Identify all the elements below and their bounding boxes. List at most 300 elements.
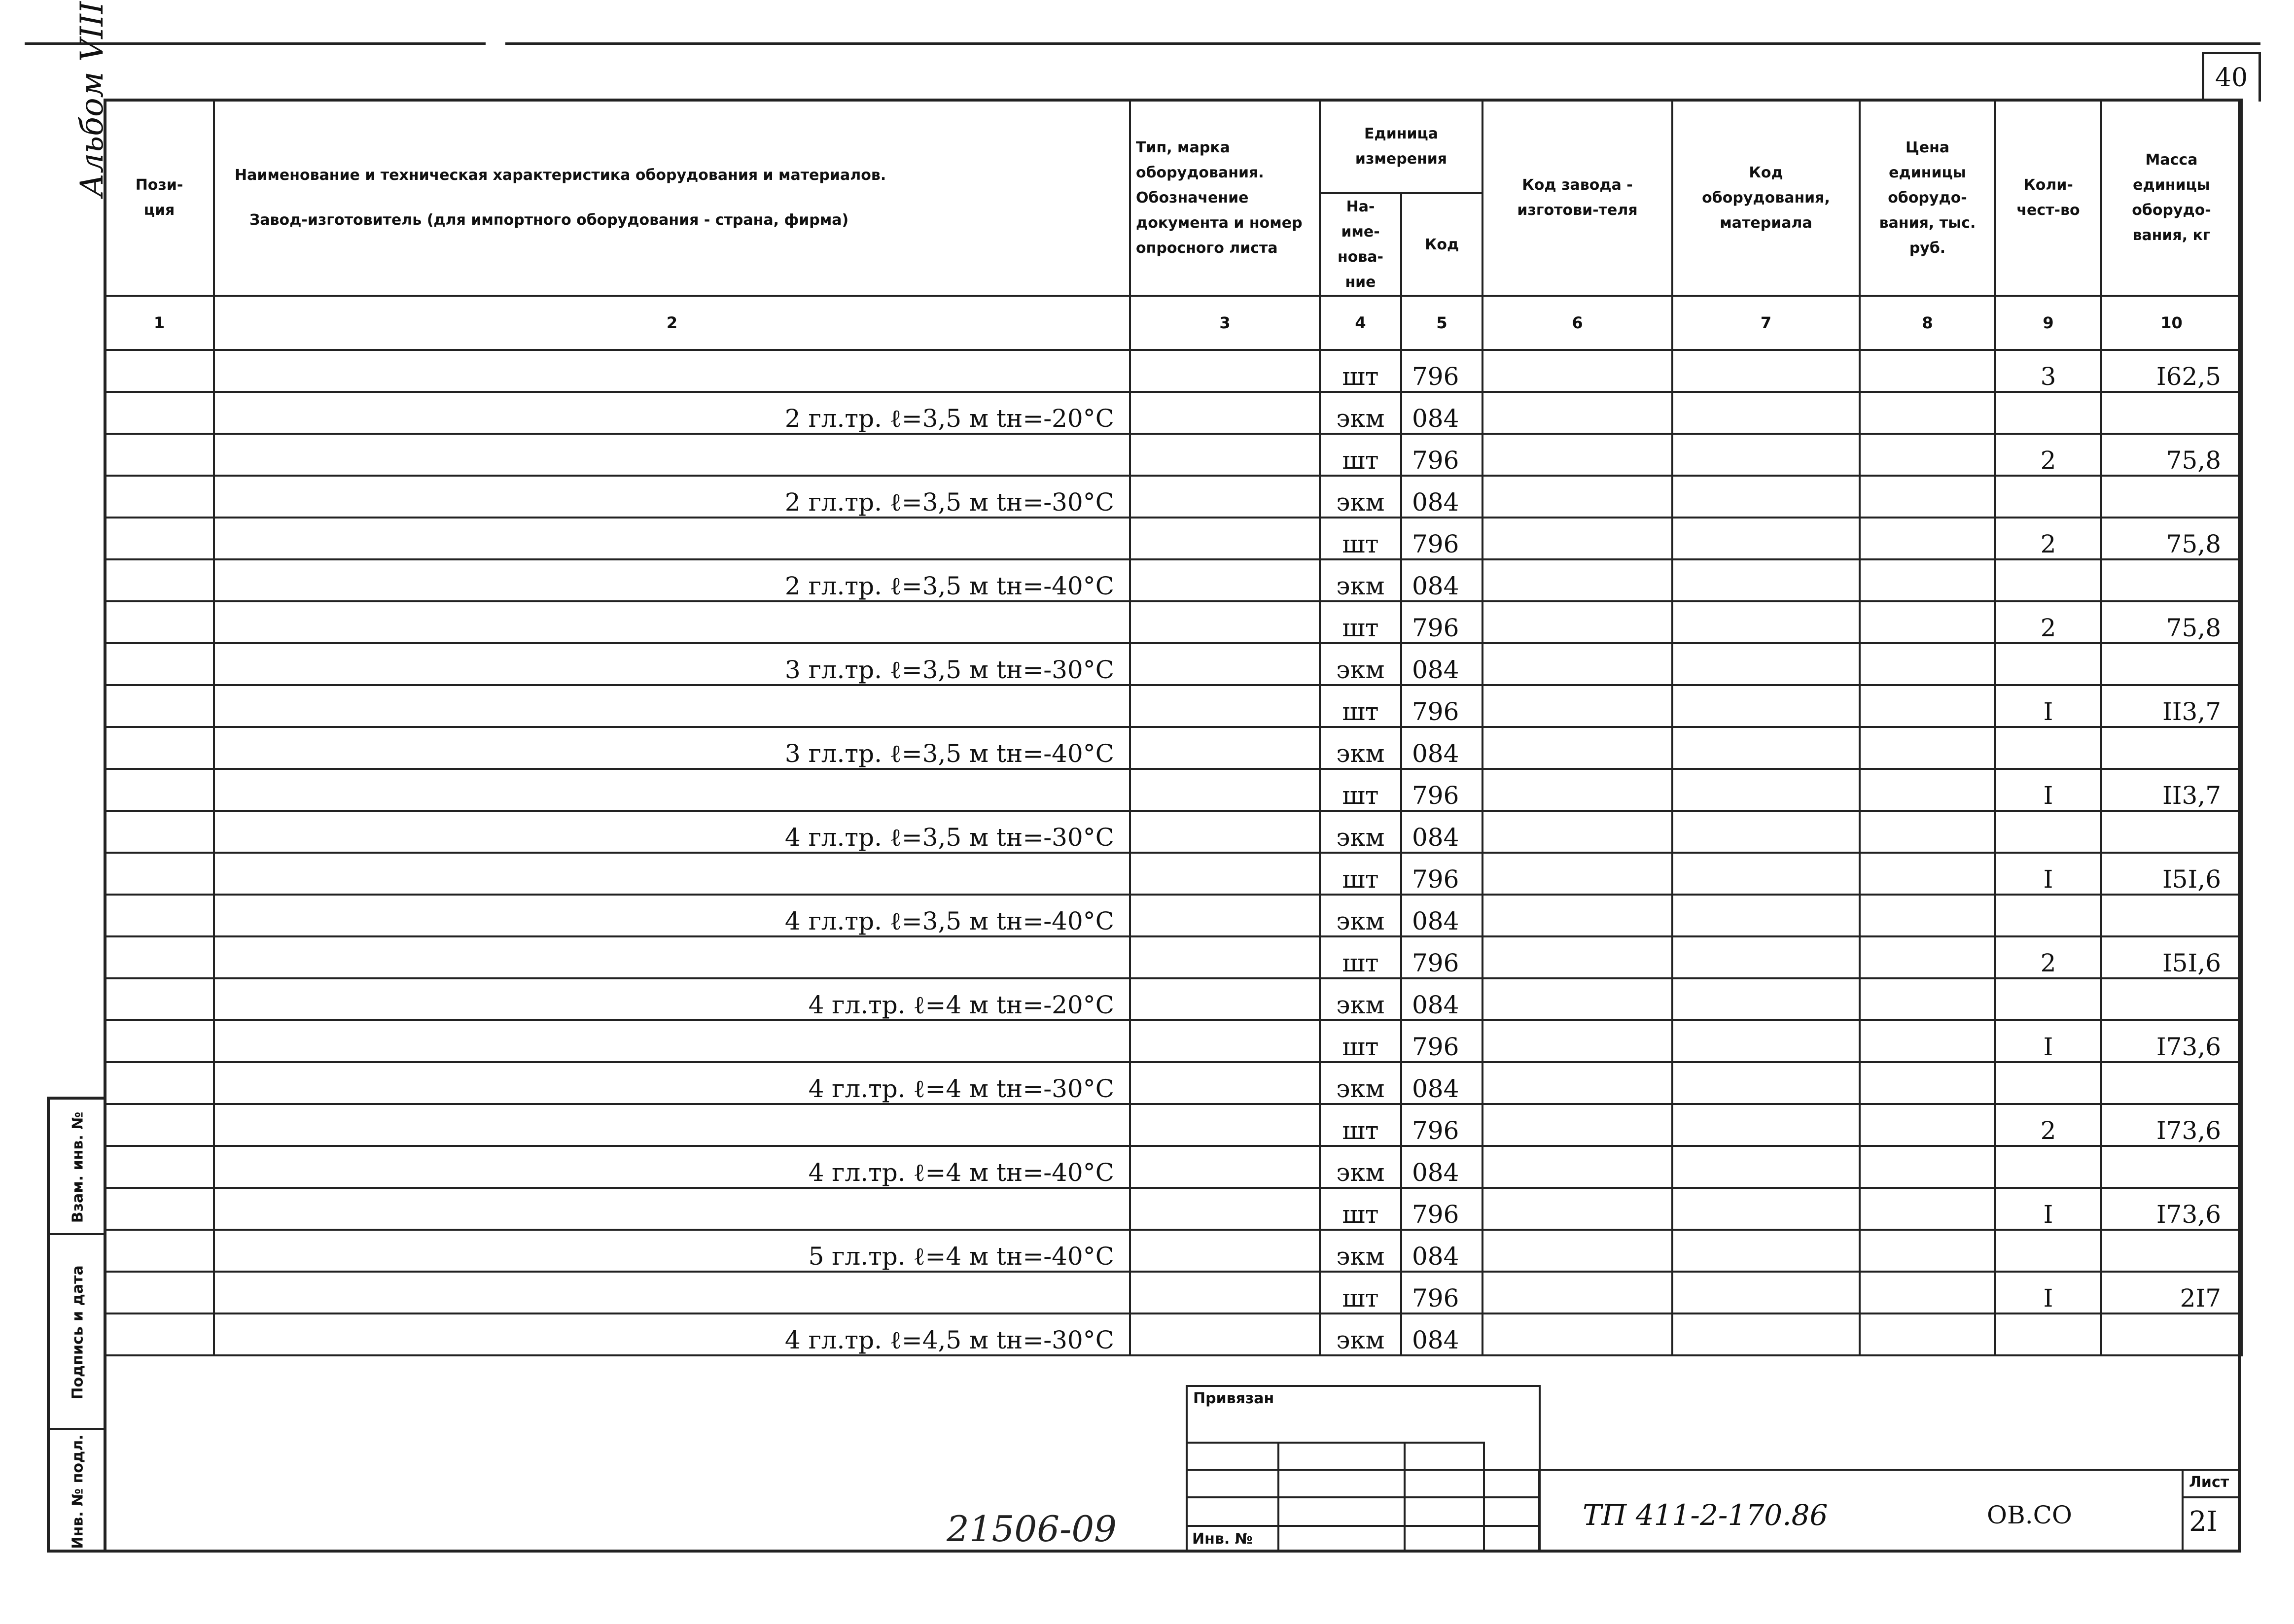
quantity-cell <box>1995 978 2101 1020</box>
factory-code-cell <box>1482 350 1672 392</box>
column-number: 7 <box>1672 296 1860 350</box>
col-header-factory-code: Код завода - изготови-теля <box>1482 100 1672 296</box>
price-cell <box>1860 643 1995 685</box>
unit-code-cell: 796 <box>1401 1272 1482 1313</box>
price-cell <box>1860 978 1995 1020</box>
mass-cell <box>2101 811 2242 853</box>
price-cell <box>1860 559 1995 601</box>
inv-no-label: Инв. № <box>1192 1530 1253 1548</box>
position-cell <box>105 685 214 727</box>
equipment-code-cell <box>1672 643 1860 685</box>
name-cell: 4 гл.тр. ℓ=4 м tн=-40°C <box>214 1146 1130 1188</box>
quantity-cell: I <box>1995 685 2101 727</box>
name-cell: 3 гл.тр. ℓ=3,5 м tн=-30°C <box>214 643 1130 685</box>
col-header-unit-code: Код <box>1401 193 1482 296</box>
name-cell: 5 гл.тр. ℓ=4 м tн=-40°C <box>214 1230 1130 1272</box>
type-cell <box>1130 350 1320 392</box>
unit-code-cell: 796 <box>1401 685 1482 727</box>
price-cell <box>1860 1104 1995 1146</box>
factory-code-cell <box>1482 1020 1672 1062</box>
mass-cell <box>2101 1313 2242 1355</box>
table-row <box>105 853 2242 895</box>
factory-code-cell <box>1482 476 1672 518</box>
quantity-cell <box>1995 643 2101 685</box>
quantity-cell: I <box>1995 1188 2101 1230</box>
name-cell <box>214 434 1130 476</box>
factory-code-cell <box>1482 1230 1672 1272</box>
unit-name-cell: экм <box>1320 895 1401 936</box>
position-cell <box>105 811 214 853</box>
quantity-cell: 2 <box>1995 434 2101 476</box>
quantity-cell <box>1995 1313 2101 1355</box>
type-cell <box>1130 1062 1320 1104</box>
podpis-label: Подпись и дата <box>69 1265 87 1400</box>
position-cell <box>105 978 214 1020</box>
type-cell <box>1130 895 1320 936</box>
name-cell <box>214 1020 1130 1062</box>
unit-name-cell: шт <box>1320 350 1401 392</box>
quantity-cell <box>1995 559 2101 601</box>
table-row <box>105 1020 2242 1062</box>
mass-cell <box>2101 476 2242 518</box>
name-cell: 2 гл.тр. ℓ=3,5 м tн=-40°C <box>214 559 1130 601</box>
unit-name-cell: экм <box>1320 1062 1401 1104</box>
name-cell: 2 гл.тр. ℓ=3,5 м tн=-20°C <box>214 392 1130 434</box>
unit-name-cell: экм <box>1320 1313 1401 1355</box>
unit-name-cell: шт <box>1320 434 1401 476</box>
unit-name-cell: шт <box>1320 853 1401 895</box>
mass-cell <box>2101 895 2242 936</box>
type-cell <box>1130 434 1320 476</box>
mass-cell: I73,6 <box>2101 1020 2242 1062</box>
name-cell <box>214 769 1130 811</box>
type-cell <box>1130 978 1320 1020</box>
type-cell <box>1130 559 1320 601</box>
equipment-code-cell <box>1672 769 1860 811</box>
position-cell <box>105 936 214 978</box>
type-cell <box>1130 1146 1320 1188</box>
table-row <box>105 811 2242 853</box>
top-rule-right <box>505 42 2260 45</box>
col-header-name-line1: Наименование и техническая характеристика оборудования и материалов. <box>235 167 886 184</box>
factory-code-cell <box>1482 1272 1672 1313</box>
equipment-code-cell <box>1672 978 1860 1020</box>
quantity-cell <box>1995 895 2101 936</box>
type-cell <box>1130 392 1320 434</box>
unit-code-cell: 084 <box>1401 476 1482 518</box>
position-cell <box>105 1062 214 1104</box>
price-cell <box>1860 1313 1995 1355</box>
equipment-code-cell <box>1672 434 1860 476</box>
position-cell <box>105 559 214 601</box>
table-row <box>105 643 2242 685</box>
type-cell <box>1130 853 1320 895</box>
mass-cell: 75,8 <box>2101 434 2242 476</box>
price-cell <box>1860 476 1995 518</box>
position-cell <box>105 434 214 476</box>
table-row <box>105 1188 2242 1230</box>
mass-cell <box>2101 559 2242 601</box>
table-row <box>105 895 2242 936</box>
unit-name-cell: шт <box>1320 769 1401 811</box>
unit-name-cell: шт <box>1320 685 1401 727</box>
table-row <box>105 476 2242 518</box>
mass-cell: I5I,6 <box>2101 853 2242 895</box>
quantity-cell: 2 <box>1995 518 2101 559</box>
quantity-cell: I <box>1995 853 2101 895</box>
factory-code-cell <box>1482 769 1672 811</box>
column-number: 8 <box>1860 296 1995 350</box>
position-cell <box>105 853 214 895</box>
stamp-cell <box>1186 1496 1541 1527</box>
col-header-price: Цена единицы оборудо-вания, тыс. руб. <box>1860 100 1995 296</box>
equipment-code-cell <box>1672 1272 1860 1313</box>
col-header-equipment-code: Код оборудования, материала <box>1672 100 1860 296</box>
equipment-code-cell <box>1672 392 1860 434</box>
equipment-code-cell <box>1672 853 1860 895</box>
table-row <box>105 769 2242 811</box>
unit-code-cell: 084 <box>1401 1146 1482 1188</box>
table-row <box>105 1104 2242 1146</box>
position-cell <box>105 350 214 392</box>
type-cell <box>1130 1230 1320 1272</box>
col-header-unit-group: Единица измерения <box>1320 100 1482 193</box>
inv-podl-label: Инв. № подл. <box>69 1434 87 1549</box>
factory-code-cell <box>1482 685 1672 727</box>
name-cell: 4 гл.тр. ℓ=4 м tн=-20°C <box>214 978 1130 1020</box>
quantity-cell <box>1995 1146 2101 1188</box>
factory-code-cell <box>1482 518 1672 559</box>
position-cell <box>105 895 214 936</box>
column-number: 6 <box>1482 296 1672 350</box>
name-cell: 4 гл.тр. ℓ=3,5 м tн=-40°C <box>214 895 1130 936</box>
type-cell <box>1130 936 1320 978</box>
column-number: 10 <box>2101 296 2242 350</box>
factory-code-cell <box>1482 434 1672 476</box>
type-cell <box>1130 1313 1320 1355</box>
mass-cell: I5I,6 <box>2101 936 2242 978</box>
equipment-code-cell <box>1672 1104 1860 1146</box>
type-cell <box>1130 518 1320 559</box>
position-cell <box>105 392 214 434</box>
name-cell: 4 гл.тр. ℓ=3,5 м tн=-30°C <box>214 811 1130 853</box>
unit-code-cell: 084 <box>1401 392 1482 434</box>
equipment-code-cell <box>1672 476 1860 518</box>
price-cell <box>1860 1020 1995 1062</box>
doc-code: ТП 411-2-170.86 <box>1583 1498 1828 1532</box>
header-row <box>105 100 2242 193</box>
position-cell <box>105 727 214 769</box>
unit-code-cell: 084 <box>1401 643 1482 685</box>
name-cell <box>214 350 1130 392</box>
quantity-cell <box>1995 392 2101 434</box>
position-cell <box>105 1272 214 1313</box>
equipment-code-cell <box>1672 601 1860 643</box>
mass-cell: 75,8 <box>2101 601 2242 643</box>
equipment-code-cell <box>1672 727 1860 769</box>
unit-name-cell: шт <box>1320 601 1401 643</box>
unit-code-cell: 796 <box>1401 350 1482 392</box>
unit-code-cell: 084 <box>1401 1062 1482 1104</box>
col-header-unit-name: На-име-нова-ние <box>1320 193 1401 296</box>
table-row <box>105 434 2242 476</box>
factory-code-cell <box>1482 559 1672 601</box>
mass-cell <box>2101 392 2242 434</box>
equipment-code-cell <box>1672 350 1860 392</box>
unit-name-cell: экм <box>1320 1146 1401 1188</box>
unit-name-cell: экм <box>1320 811 1401 853</box>
factory-code-cell <box>1482 978 1672 1020</box>
name-cell <box>214 685 1130 727</box>
position-cell <box>105 1146 214 1188</box>
quantity-cell: I <box>1995 1020 2101 1062</box>
equipment-code-cell <box>1672 1230 1860 1272</box>
sheet-number: 40 <box>2202 52 2261 102</box>
album-label: Альбом VIII <box>74 1 110 197</box>
col-header-mass: Масса единицы оборудо-вания, кг <box>2101 100 2242 296</box>
equipment-code-cell <box>1672 559 1860 601</box>
factory-code-cell <box>1482 1146 1672 1188</box>
type-cell <box>1130 685 1320 727</box>
unit-name-cell: шт <box>1320 936 1401 978</box>
quantity-cell: 3 <box>1995 350 2101 392</box>
table-row <box>105 978 2242 1020</box>
factory-code-cell <box>1482 727 1672 769</box>
table-row <box>105 1313 2242 1355</box>
unit-code-cell: 796 <box>1401 769 1482 811</box>
inv-vzam-label: Взам. инв. № <box>69 1111 87 1223</box>
column-number: 4 <box>1320 296 1401 350</box>
price-cell <box>1860 601 1995 643</box>
quantity-cell <box>1995 1230 2101 1272</box>
price-cell <box>1860 769 1995 811</box>
factory-code-cell <box>1482 643 1672 685</box>
price-cell <box>1860 1230 1995 1272</box>
equipment-code-cell <box>1672 1188 1860 1230</box>
position-cell <box>105 476 214 518</box>
price-cell <box>1860 853 1995 895</box>
mass-cell <box>2101 978 2242 1020</box>
quantity-cell: 2 <box>1995 1104 2101 1146</box>
name-cell: 3 гл.тр. ℓ=3,5 м tн=-40°C <box>214 727 1130 769</box>
table-row <box>105 350 2242 392</box>
unit-code-cell: 084 <box>1401 727 1482 769</box>
unit-name-cell: шт <box>1320 1104 1401 1146</box>
equipment-code-cell <box>1672 1146 1860 1188</box>
price-cell <box>1860 518 1995 559</box>
price-cell <box>1860 811 1995 853</box>
factory-code-cell <box>1482 811 1672 853</box>
equipment-code-cell <box>1672 936 1860 978</box>
price-cell <box>1860 1188 1995 1230</box>
table-row <box>105 601 2242 643</box>
name-cell: 4 гл.тр. ℓ=4,5 м tн=-30°C <box>214 1313 1130 1355</box>
quantity-cell <box>1995 811 2101 853</box>
factory-code-cell <box>1482 601 1672 643</box>
name-cell: 2 гл.тр. ℓ=3,5 м tн=-30°C <box>214 476 1130 518</box>
mass-cell: I62,5 <box>2101 350 2242 392</box>
position-cell <box>105 769 214 811</box>
column-number: 2 <box>214 296 1130 350</box>
list-number: 2I <box>2189 1506 2218 1538</box>
col-header-name <box>214 100 1130 296</box>
unit-code-cell: 796 <box>1401 853 1482 895</box>
price-cell <box>1860 895 1995 936</box>
mass-cell <box>2101 1062 2242 1104</box>
unit-code-cell: 084 <box>1401 1313 1482 1355</box>
price-cell <box>1860 434 1995 476</box>
position-cell <box>105 1104 214 1146</box>
quantity-cell <box>1995 476 2101 518</box>
specification-table <box>104 99 2243 1356</box>
unit-name-cell: экм <box>1320 476 1401 518</box>
col-header-position: Пози- ция <box>105 100 214 296</box>
type-cell <box>1130 1188 1320 1230</box>
factory-code-cell <box>1482 1062 1672 1104</box>
factory-code-cell <box>1482 1188 1672 1230</box>
table-row <box>105 559 2242 601</box>
unit-name-cell: экм <box>1320 1230 1401 1272</box>
type-cell <box>1130 643 1320 685</box>
table-row <box>105 1062 2242 1104</box>
unit-code-cell: 796 <box>1401 434 1482 476</box>
position-cell <box>105 1188 214 1230</box>
position-cell <box>105 1313 214 1355</box>
name-cell <box>214 601 1130 643</box>
type-cell <box>1130 601 1320 643</box>
unit-name-cell: шт <box>1320 518 1401 559</box>
price-cell <box>1860 392 1995 434</box>
quantity-cell: 2 <box>1995 601 2101 643</box>
quantity-cell <box>1995 727 2101 769</box>
unit-code-cell: 084 <box>1401 895 1482 936</box>
price-cell <box>1860 1272 1995 1313</box>
unit-code-cell: 796 <box>1401 1104 1482 1146</box>
unit-name-cell: экм <box>1320 727 1401 769</box>
column-number: 9 <box>1995 296 2101 350</box>
price-cell <box>1860 350 1995 392</box>
mass-cell <box>2101 727 2242 769</box>
type-cell <box>1130 811 1320 853</box>
col-header-quantity: Коли-чест-во <box>1995 100 2101 296</box>
factory-code-cell <box>1482 853 1672 895</box>
unit-code-cell: 796 <box>1401 518 1482 559</box>
table-row <box>105 1272 2242 1313</box>
type-cell <box>1130 476 1320 518</box>
table-row <box>105 727 2242 769</box>
equipment-code-cell <box>1672 1313 1860 1355</box>
quantity-cell: I <box>1995 769 2101 811</box>
type-cell <box>1130 1104 1320 1146</box>
table-row <box>105 518 2242 559</box>
equipment-code-cell <box>1672 1062 1860 1104</box>
unit-name-cell: шт <box>1320 1020 1401 1062</box>
type-cell <box>1130 1020 1320 1062</box>
type-cell <box>1130 1272 1320 1313</box>
left-signature-strip <box>47 1097 106 1553</box>
table-body <box>105 350 2242 1355</box>
price-cell <box>1860 727 1995 769</box>
name-cell <box>214 1272 1130 1313</box>
stamp-cell <box>1186 1469 1541 1498</box>
column-number: 1 <box>105 296 214 350</box>
name-cell <box>214 518 1130 559</box>
column-number: 3 <box>1130 296 1320 350</box>
mass-cell <box>2101 643 2242 685</box>
factory-code-cell <box>1482 936 1672 978</box>
column-number: 5 <box>1401 296 1482 350</box>
table-row <box>105 685 2242 727</box>
unit-code-cell: 796 <box>1401 601 1482 643</box>
name-cell <box>214 1104 1130 1146</box>
equipment-code-cell <box>1672 811 1860 853</box>
unit-name-cell: экм <box>1320 559 1401 601</box>
unit-code-cell: 084 <box>1401 811 1482 853</box>
mass-cell: I73,6 <box>2101 1188 2242 1230</box>
mass-cell: I73,6 <box>2101 1104 2242 1146</box>
equipment-code-cell <box>1672 895 1860 936</box>
equipment-code-cell <box>1672 518 1860 559</box>
name-cell <box>214 1188 1130 1230</box>
name-cell: 4 гл.тр. ℓ=4 м tн=-30°C <box>214 1062 1130 1104</box>
name-cell <box>214 936 1130 978</box>
list-label: Лист <box>2189 1474 2229 1491</box>
unit-code-cell: 796 <box>1401 936 1482 978</box>
unit-name-cell: экм <box>1320 978 1401 1020</box>
mass-cell: 2I7 <box>2101 1272 2242 1313</box>
table-row <box>105 392 2242 434</box>
unit-code-cell: 796 <box>1401 1188 1482 1230</box>
mass-cell <box>2101 1230 2242 1272</box>
type-cell <box>1130 727 1320 769</box>
unit-name-cell: экм <box>1320 392 1401 434</box>
unit-name-cell: экм <box>1320 643 1401 685</box>
name-cell <box>214 853 1130 895</box>
unit-code-cell: 084 <box>1401 559 1482 601</box>
unit-name-cell: шт <box>1320 1188 1401 1230</box>
doc-suffix: ОВ.СО <box>1987 1501 2072 1529</box>
unit-code-cell: 084 <box>1401 978 1482 1020</box>
col-header-name-line2: Завод-изготовитель (для импортного оборудования - страна, фирма) <box>249 211 849 229</box>
price-cell <box>1860 936 1995 978</box>
col-header-type: Тип, марка оборудования. Обозначение документа и номер опросного листа <box>1130 100 1320 296</box>
table-row <box>105 936 2242 978</box>
factory-code-cell <box>1482 1313 1672 1355</box>
unit-name-cell: шт <box>1320 1272 1401 1313</box>
table-row <box>105 1230 2242 1272</box>
quantity-cell: I <box>1995 1272 2101 1313</box>
type-cell <box>1130 769 1320 811</box>
equipment-code-cell <box>1672 685 1860 727</box>
position-cell <box>105 643 214 685</box>
unit-code-cell: 084 <box>1401 1230 1482 1272</box>
price-cell <box>1860 685 1995 727</box>
price-cell <box>1860 1062 1995 1104</box>
column-number-row <box>105 296 2242 350</box>
mass-cell <box>2101 1146 2242 1188</box>
handwritten-number: 21506-09 <box>947 1508 1117 1550</box>
quantity-cell: 2 <box>1995 936 2101 978</box>
position-cell <box>105 1230 214 1272</box>
position-cell <box>105 1020 214 1062</box>
mass-cell: 75,8 <box>2101 518 2242 559</box>
factory-code-cell <box>1482 895 1672 936</box>
equipment-code-cell <box>1672 1020 1860 1062</box>
mass-cell: II3,7 <box>2101 685 2242 727</box>
position-cell <box>105 601 214 643</box>
privyazan-label: Привязан <box>1193 1390 1274 1407</box>
unit-code-cell: 796 <box>1401 1020 1482 1062</box>
